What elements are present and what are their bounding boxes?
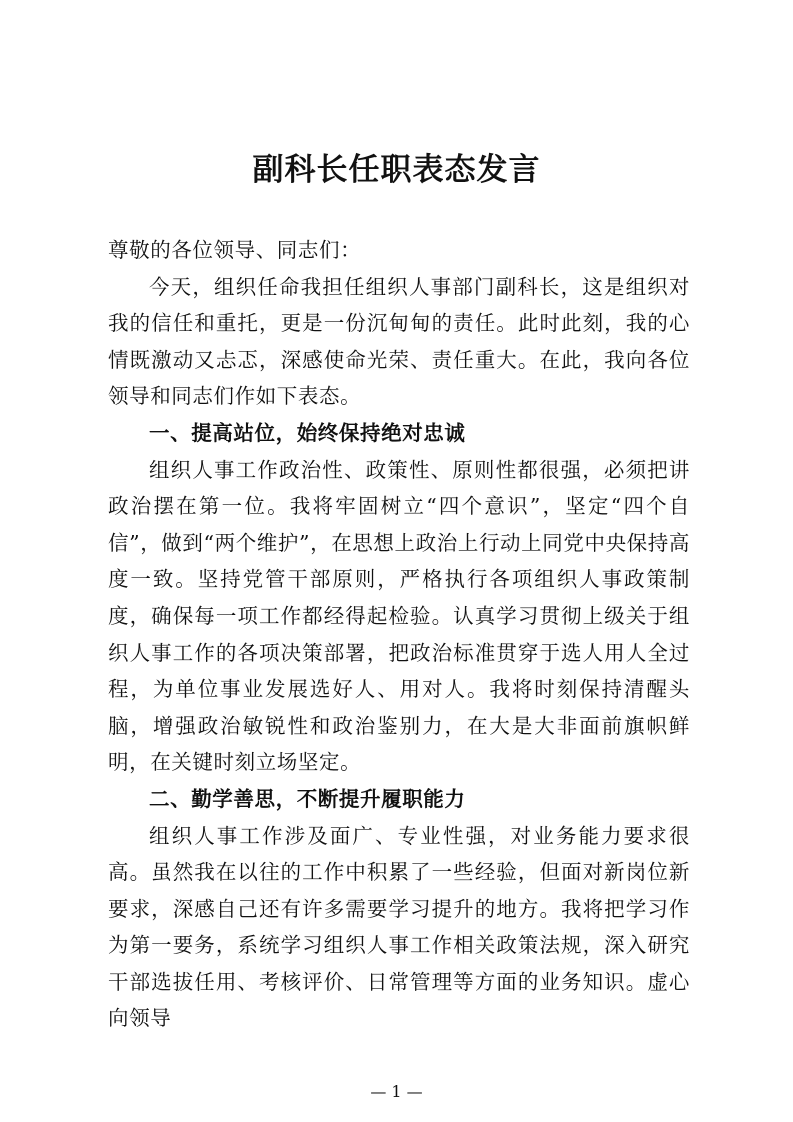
page-number: — 1 — xyxy=(370,1082,423,1101)
section-heading-1: 一、提高站位，始终保持绝对忠诚 xyxy=(149,420,466,445)
document-body xyxy=(108,232,690,1037)
paragraph-section-2: 组织人事工作涉及面广、专业性强，对业务能力要求很高。虽然我在以往的工作中积累了一些经验，但面对新岗位新要求，深感自己还有许多需要学习提升的地方。我将把学习作为第一要务，系统学习组织人事工作相关政策法规，深入研究干部选拔任用、考核评价、日常管理等方面的业务知识。虚心向领导 xyxy=(108,823,690,1031)
section-heading-2: 二、勤学善思，不断提升履职能力 xyxy=(149,786,466,811)
paragraph-intro: 今天，组织任命我担任组织人事部门副科长，这是组织对我的信任和重托，更是一份沉甸甸的责任。此时此刻，我的心情既激动又忐忑，深感使命光荣、责任重大。在此，我向各位领导和同志们作如下表态。 xyxy=(108,274,690,409)
document-title: 副科长任职表态发言 xyxy=(252,152,541,188)
paragraph-section-1: 组织人事工作政治性、政策性、原则性都很强，必须把讲政治摆在第一位。我将牢固树立“四个意识”，坚定“四个自信”，做到“两个维护”，在思想上政治上行动上同党中央保持高度一致。坚持党管干部原则，严格执行各项组织人事政策制度，确保每一项工作都经得起检验。认真学习贯彻上级关于组织人事工作的各项决策部署，把政治标准贯穿于选人用人全过程，为单位事业发展选好人、用对人。我将时刻保持清醒头脑，增强政治敏锐性和政治鉴别力，在大是大非面前旗帜鲜明，在关键时刻立场坚定。 xyxy=(108,457,690,775)
salutation: 尊敬的各位领导、同志们： xyxy=(108,238,362,262)
